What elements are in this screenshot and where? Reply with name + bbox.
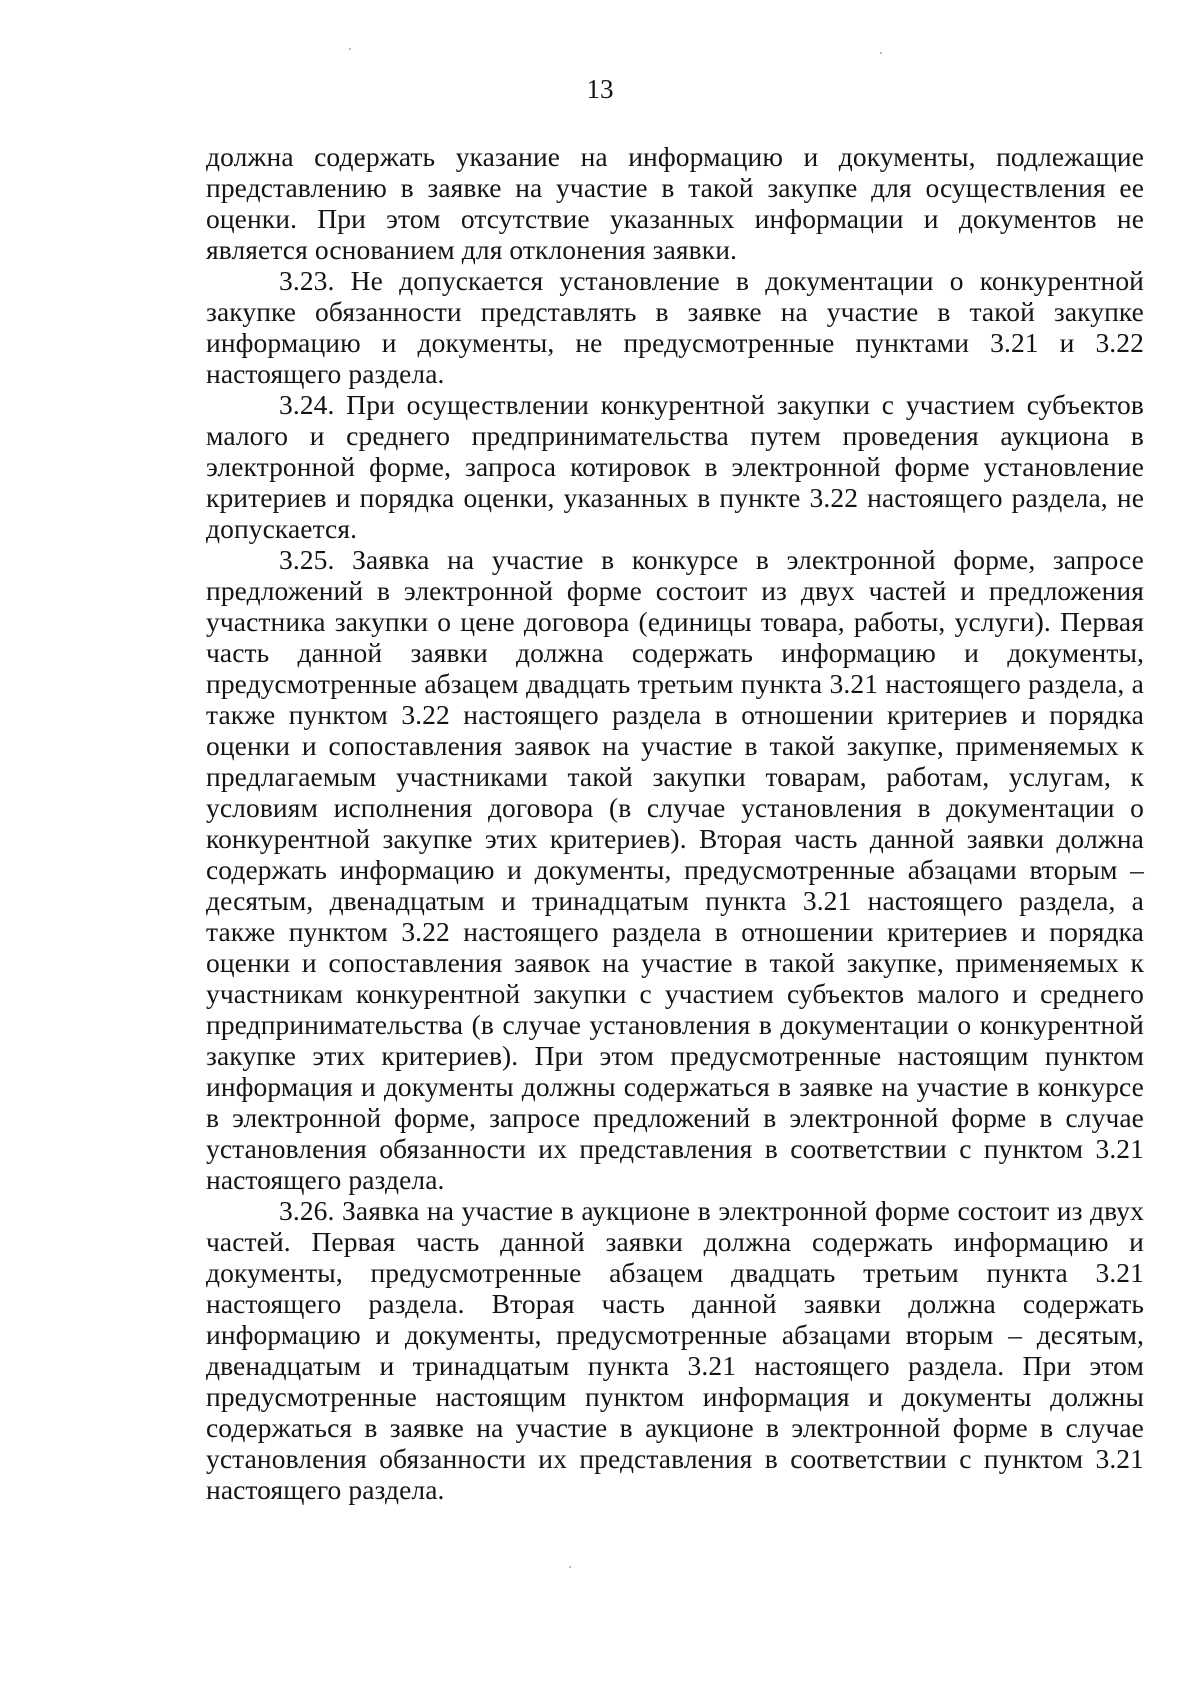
page-number: 13 (586, 74, 614, 104)
scan-artifact-dot (349, 48, 351, 50)
paragraph-3-23: 3.23. Не допускается установление в документации о конкурентной закупке обязанности представлять в заявке на участие в такой закупке информацию и документы, не предусмотренные пунктами 3.21 и 3.22 настоящего раздела. (206, 265, 1144, 389)
paragraph-3-25: 3.25. Заявка на участие в конкурсе в электронной форме, запросе предложений в электронной форме состоит из двух частей и предложения участника закупки о цене договора (единицы товара, работы, услуги). Первая часть данной заявки должна содержать информацию и документы, предусмотренные абзацем двадцать третьим пункта 3.21 настоящего раздела, а также пунктом 3.22 настоящего раздела в отношении критериев и порядка оценки и сопоставления заявок на участие в такой закупке, применяемых к предлагаемым участниками такой закупки товарам, работам, услугам, к условиям исполнения договора (в случае установления в документации о конкурентной закупке этих критериев). Вторая часть данной заявки должна содержать информацию и документы, предусмотренные абзацами вторым – десятым, двенадцатым и тринадцатым пункта 3.21 настоящего раздела, а также пунктом 3.22 настоящего раздела в отношении критериев и порядка оценки и сопоставления заявок на участие в такой закупке, применяемых к участникам конкурентной закупки с участием субъектов малого и среднего предпринимательства (в случае установления в документации о конкурентной закупке этих критериев). При этом предусмотренные настоящим пунктом информация и документы должны содержаться в заявке на участие в конкурсе в электронной форме, запросе предложений в электронной форме в случае установления обязанности их представления в соответствии с пунктом 3.21 настоящего раздела. (206, 544, 1144, 1195)
scan-artifact-dot (569, 1566, 571, 1568)
scan-artifact-dot (880, 52, 882, 54)
document-text-body (206, 141, 1144, 1505)
paragraph-3-26: 3.26. Заявка на участие в аукционе в электронной форме состоит из двух частей. Первая часть данной заявки должна содержать информацию и документы, предусмотренные абзацем двадцать третьим пункта 3.21 настоящего раздела. Вторая часть данной заявки должна содержать информацию и документы, предусмотренные абзацами вторым – десятым, двенадцатым и тринадцатым пункта 3.21 настоящего раздела. При этом предусмотренные настоящим пунктом информация и документы должны содержаться в заявке на участие в аукционе в электронной форме в случае установления обязанности их представления в соответствии с пунктом 3.21 настоящего раздела. (206, 1195, 1144, 1505)
paragraph-continuation: должна содержать указание на информацию и документы, подлежащие представлению в заявке на участие в такой закупке для осуществления ее оценки. При этом отсутствие указанных информации и документов не является основанием для отклонения заявки. (206, 141, 1144, 265)
paragraph-3-24: 3.24. При осуществлении конкурентной закупки с участием субъектов малого и среднего предпринимательства путем проведения аукциона в электронной форме, запроса котировок в электронной форме установление критериев и порядка оценки, указанных в пункте 3.22 настоящего раздела, не допускается. (206, 389, 1144, 544)
